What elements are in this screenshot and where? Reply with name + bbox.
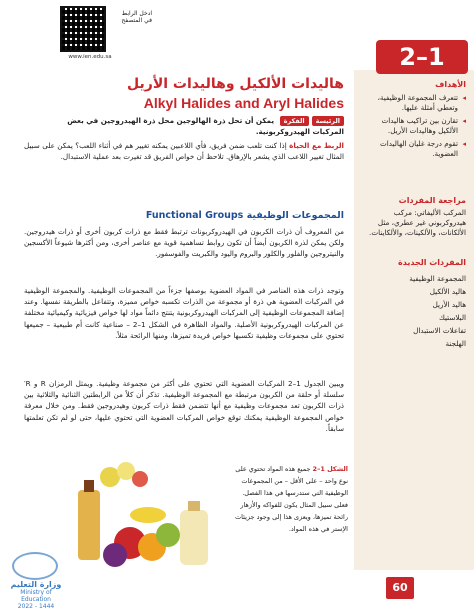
qr-code[interactable] xyxy=(60,6,106,52)
main-idea-tag: الرئيسة xyxy=(312,116,344,126)
section-number-badge: 2–1 xyxy=(376,40,468,74)
page-title-en: Alkyl Halides and Aryl Halides xyxy=(143,95,344,111)
vocab-term: المجموعة الوظيفية xyxy=(409,274,466,283)
link-life-paragraph xyxy=(24,140,344,162)
main-idea-tag2: الفكرة xyxy=(280,116,309,126)
ministry-name: وزارة التعليم xyxy=(10,580,62,589)
figure-caption-text: جميع هذه المواد تحتوي على نوع واحد – على الأقل – من المجموعات الوظيفية التي ستدرسها في هذا الفصل. فعلى سبيل المثال يكون للفواكه والأزهار رائحة تميزها، ويعزى هذا إلى وجود جزيئات الإستر في هذه المواد. xyxy=(235,465,348,533)
objective-item: ◂ تقوم درجة غليان الهاليدات العضوية. xyxy=(364,139,466,159)
figure-caption xyxy=(230,463,348,535)
new-vocab-title: المفردات الجديدة xyxy=(398,258,466,267)
paragraph-2: وتوجد ذرات هذه العناصر في المواد العضوية بوصفها جزءاً من المجموعات الوظيفية. والمجموعة الوظيفية في المركبات العضوية هي ذرة أو مجموعة من الذرات تكسبه خواص مميزة، وتتفاعل بالطريقة نفسها. وعند إضافة المجموعات الوظيفية إلى المركبات الهيدروكربونية يتنتج دائماً مواد لها خواص فيزيائية وكيميائية مختلفة عن المركبات الهيدروكربونية الأصلية. والمواد الظاهرة في الشكل 1–2 – صناعية كانت أم طبيعية – جميعها تحتوي على مجموعات وظيفية تكسبها خواص فريدة تميزها، ومنها الرائحة مثلاً. xyxy=(24,286,344,340)
review-text: المركب الأليفاتي: مركب هيدروكربوني غير عطري، مثل الألكانات، والألكينات، والألكاينات. xyxy=(369,208,466,237)
link-life-label: الربط مع الحياة xyxy=(289,141,344,150)
vocab-term: البلاستيك xyxy=(438,313,466,322)
vocab-term: هاليد الألكيل xyxy=(429,287,466,296)
section-subheading: المجموعات الوظيفية Functional Groups xyxy=(145,210,344,221)
figure-label: الشكل 1–2 xyxy=(312,465,348,473)
edition-year: 2022 - 1444 xyxy=(17,603,55,610)
ministry-name-en: Ministry of Education xyxy=(20,589,52,603)
page-number: 60 xyxy=(386,577,414,599)
objective-item: ◂ تقارن بين تراكيب هاليدات الألكيل وهاليدات الأريل. xyxy=(364,116,466,136)
link-life-text: إذا كنت تلعب ضمن فريق، فأي اللاعبين يمكنه تغيير هم في أثناء اللعب؟ يمكن على سبيل المثال تغيير اللاعب الذي يشعر بالإرهاق. تلاحظ أن خواص الفريق قد تغيرت بعد عملية الاستبدال. xyxy=(24,141,344,162)
vocab-term: تفاعلات الاستبدال xyxy=(413,326,466,335)
objectives-title: الأهداف xyxy=(435,80,466,89)
fruits-and-bottles-image xyxy=(60,455,220,575)
vocab-term: الهلجنة xyxy=(445,339,466,348)
qr-url: www.ien.edu.sa xyxy=(68,54,112,60)
review-title: مراجعة المفردات xyxy=(398,196,466,205)
ministry-emblem xyxy=(12,552,58,580)
ministry-logo xyxy=(6,552,66,610)
figure-1-2 xyxy=(60,455,350,575)
page-title-ar: هاليدات الألكيل وهاليدات الأريل xyxy=(127,76,344,92)
objective-item: ◂ تتعرف المجموعة الوظيفية، وتعطي أمثلة عليها. xyxy=(364,93,466,113)
objectives-list xyxy=(364,93,466,162)
main-idea xyxy=(44,115,344,137)
paragraph-1: من المعروف أن ذرات الكربون في الهيدروكربونات ترتبط فقط مع ذرات كربون أخرى أو ذرات هيدروجين. ولكن يمكن لذرة الكربون أيضاً أن تكون روابط تساهمية قوية مع عناصر أخرى، ومن أكثرها شيوعاً الأكسجين والنيتروجين والفلور والكلور والبروم واليود والكبريت والفوسفور. xyxy=(24,227,344,259)
main-idea-text: يمكن أن تحل ذرة الهالوجين محل ذرة الهيدروجين في بعض المركبات الهيدروكربونية. xyxy=(67,116,344,136)
vocab-term: هاليد الأريل xyxy=(432,300,466,309)
paragraph-3: ويبين الجدول 1–2 المركبات العضوية التي تحتوي على أكثر من مجموعة وظيفية. ويمثل الرمزان R و R′ سلسلة أو حلقة من الكربون مرتبطة مع المجموعة الوظيفية. تذكر أن كلاً من الرابطتين الثنائية والثلاثية بين ذرات الكربون تعد مجموعات وظيفية مع أنها تتضمن فقط ذرات كربون وهيدروجين فقط. ومن خلال معرفة خواص المجموعة الوظيفية يمكنك توقع خواص المركبات العضوية التي تحتوي عليها، حتى لو لم تكن تعلمتها سابقاً. xyxy=(24,379,344,433)
qr-caption: ادخل الرابط في المتصفح xyxy=(121,10,152,24)
new-vocab-list xyxy=(364,272,466,350)
